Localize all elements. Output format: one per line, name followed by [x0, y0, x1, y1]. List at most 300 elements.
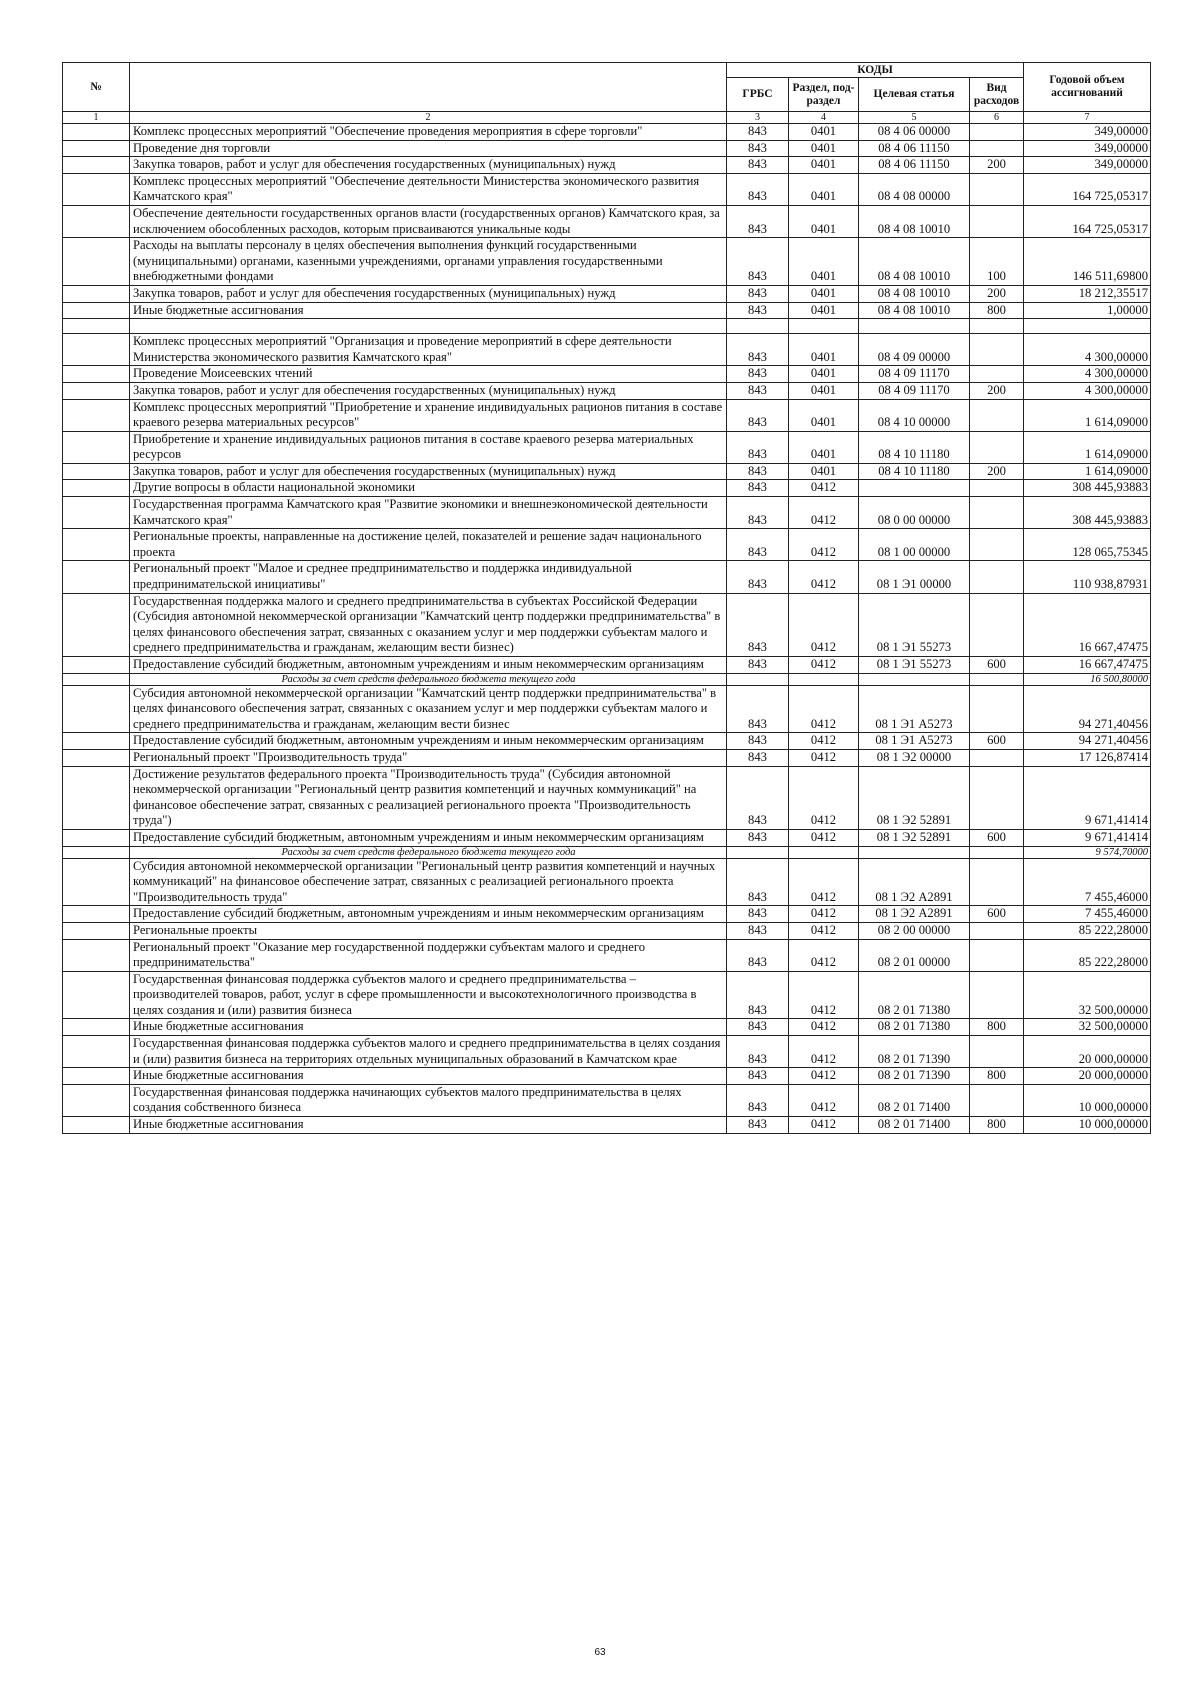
cell-name: Проведение дня торговли: [130, 140, 727, 157]
cell-name: Региональные проекты, направленные на достижение целей, показателей и решение задач национального проекта: [130, 529, 727, 561]
cell-target-article: 08 1 00 00000: [859, 529, 970, 561]
cell-number: [63, 205, 130, 237]
cell-target-article: 08 2 01 71380: [859, 971, 970, 1019]
cell-number: [63, 858, 130, 906]
cell-amount: 32 500,00000: [1024, 971, 1151, 1019]
cell-amount: 4 300,00000: [1024, 382, 1151, 399]
cell-amount: 9 671,41414: [1024, 829, 1151, 846]
cell-expense-type: 600: [970, 829, 1024, 846]
table-row: [63, 173, 1151, 205]
cell-section: 0412: [789, 657, 859, 674]
cell-expense-type: [970, 319, 1024, 334]
cell-amount: 164 725,05317: [1024, 173, 1151, 205]
column-number: 1: [63, 112, 130, 124]
cell-name: Предоставление субсидий бюджетным, автономным учреждениям и иным некоммерческим организациям: [130, 829, 727, 846]
cell-target-article: 08 0 00 00000: [859, 497, 970, 529]
cell-target-article: 08 4 06 00000: [859, 124, 970, 141]
cell-grbs: 843: [727, 382, 789, 399]
cell-amount: 164 725,05317: [1024, 205, 1151, 237]
cell-number: [63, 431, 130, 463]
cell-amount: 1 614,09000: [1024, 431, 1151, 463]
cell-grbs: 843: [727, 173, 789, 205]
table-row: [63, 939, 1151, 971]
cell-target-article: 08 4 09 00000: [859, 334, 970, 366]
cell-target-article: 08 2 00 00000: [859, 922, 970, 939]
cell-amount: 146 511,69800: [1024, 238, 1151, 286]
cell-expense-type: [970, 561, 1024, 593]
cell-target-article: 08 1 Э2 А2891: [859, 906, 970, 923]
cell-amount: 94 271,40456: [1024, 733, 1151, 750]
cell-expense-type: [970, 497, 1024, 529]
cell-name: Предоставление субсидий бюджетным, автономным учреждениям и иным некоммерческим организациям: [130, 733, 727, 750]
table-row: [63, 238, 1151, 286]
header-number: №: [63, 63, 130, 112]
table-row: [63, 1036, 1151, 1068]
cell-name: Государственная поддержка малого и среднего предпринимательства в субъектах Российской Федерации (Субсидия автономной некоммерческой организации "Камчатский центр поддержки предпринимательства" в целях финансового обеспечения затрат, связанных с оказанием услуг и мер поддержки субъектам малого и среднего предпринимательства и гражданам, желающим вести бизнес): [130, 593, 727, 656]
table-row: [63, 285, 1151, 302]
cell-target-article: 08 1 Э1 55273: [859, 657, 970, 674]
cell-target-article: 08 2 01 00000: [859, 939, 970, 971]
cell-name: Закупка товаров, работ и услуг для обеспечения государственных (муниципальных) нужд: [130, 382, 727, 399]
cell-number: [63, 366, 130, 383]
cell-section: 0412: [789, 749, 859, 766]
cell-grbs: [727, 846, 789, 858]
cell-number: [63, 657, 130, 674]
cell-expense-type: [970, 399, 1024, 431]
page-number: 63: [594, 1647, 606, 1658]
cell-target-article: 08 4 08 10010: [859, 302, 970, 319]
cell-amount: 85 222,28000: [1024, 922, 1151, 939]
cell-grbs: 843: [727, 906, 789, 923]
cell-expense-type: 800: [970, 1068, 1024, 1085]
cell-expense-type: [970, 858, 1024, 906]
cell-section: 0401: [789, 285, 859, 302]
cell-name: Комплекс процессных мероприятий "Приобретение и хранение индивидуальных рационов питания в составе краевого резерва материальных ресурсов": [130, 399, 727, 431]
cell-grbs: 843: [727, 124, 789, 141]
cell-number: [63, 334, 130, 366]
cell-expense-type: [970, 529, 1024, 561]
cell-name: Обеспечение деятельности государственных органов власти (государственных органов) Камчатского края, за исключением обособленных расходов, которым присваиваются уникальные коды: [130, 205, 727, 237]
cell-target-article: 08 1 Э1 А5273: [859, 733, 970, 750]
cell-number: [63, 685, 130, 733]
table-body: [63, 124, 1151, 1134]
cell-expense-type: 800: [970, 302, 1024, 319]
cell-grbs: 843: [727, 480, 789, 497]
cell-section: 0412: [789, 1068, 859, 1085]
column-number: 2: [130, 112, 727, 124]
cell-expense-type: [970, 766, 1024, 829]
cell-section: 0412: [789, 922, 859, 939]
cell-name: Достижение результатов федерального проекта "Производительность труда" (Субсидия автономной некоммерческой организации "Региональный центр развития компетенций и научных коммуникаций" на финансовое обеспечение затрат, связанных с реализацией регионального проекта "Производительность труда"): [130, 766, 727, 829]
column-number: 3: [727, 112, 789, 124]
cell-expense-type: [970, 593, 1024, 656]
table-row: [63, 561, 1151, 593]
cell-amount: 10 000,00000: [1024, 1084, 1151, 1116]
cell-name: Государственная финансовая поддержка субъектов малого и среднего предпринимательства – производителей товаров, работ, услуг в сфере промышленности и высокотехнологичного производства в целях создания и (или) развития бизнеса: [130, 971, 727, 1019]
table-row: [63, 593, 1151, 656]
cell-number: [63, 846, 130, 858]
cell-grbs: 843: [727, 431, 789, 463]
cell-name: Другие вопросы в области национальной экономики: [130, 480, 727, 497]
federal-funds-note-row: [63, 673, 1151, 685]
cell-target-article: 08 1 Э2 52891: [859, 829, 970, 846]
cell-number: [63, 906, 130, 923]
cell-target-article: 08 2 01 71390: [859, 1068, 970, 1085]
cell-amount: 4 300,00000: [1024, 334, 1151, 366]
cell-expense-type: [970, 846, 1024, 858]
cell-number: [63, 285, 130, 302]
cell-name: Иные бюджетные ассигнования: [130, 1019, 727, 1036]
cell-grbs: [727, 319, 789, 334]
cell-target-article: 08 4 08 10010: [859, 205, 970, 237]
table-row: [63, 480, 1151, 497]
header-target-article: Целевая статья: [859, 78, 970, 112]
cell-target-article: 08 1 Э2 00000: [859, 749, 970, 766]
cell-name: Региональный проект "Малое и среднее предпринимательство и поддержка индивидуальной предпринимательской инициативы": [130, 561, 727, 593]
cell-number: [63, 1117, 130, 1134]
header-grbs: ГРБС: [727, 78, 789, 112]
cell-expense-type: [970, 140, 1024, 157]
cell-expense-type: [970, 685, 1024, 733]
cell-name: Расходы на выплаты персоналу в целях обеспечения выполнения функций государственными (муниципальными) органами, казенными учреждениями, органами управления государственными внебюджетными фондами: [130, 238, 727, 286]
cell-name: Комплекс процессных мероприятий "Обеспечение проведения мероприятия в сфере торговли": [130, 124, 727, 141]
cell-grbs: 843: [727, 399, 789, 431]
table-header: [63, 63, 1151, 124]
cell-section: 0401: [789, 124, 859, 141]
cell-section: 0401: [789, 238, 859, 286]
cell-number: [63, 922, 130, 939]
cell-amount: 4 300,00000: [1024, 366, 1151, 383]
cell-expense-type: 600: [970, 906, 1024, 923]
cell-expense-type: [970, 673, 1024, 685]
cell-expense-type: [970, 205, 1024, 237]
cell-expense-type: 600: [970, 657, 1024, 674]
cell-number: [63, 1084, 130, 1116]
cell-grbs: 843: [727, 593, 789, 656]
cell-amount: 349,00000: [1024, 140, 1151, 157]
cell-section: 0401: [789, 382, 859, 399]
cell-grbs: 843: [727, 1036, 789, 1068]
cell-grbs: 843: [727, 366, 789, 383]
cell-expense-type: [970, 1036, 1024, 1068]
cell-section: 0401: [789, 366, 859, 383]
cell-section: 0412: [789, 906, 859, 923]
cell-name: Расходы за счет средств федерального бюджета текущего года: [130, 673, 727, 685]
column-number: 4: [789, 112, 859, 124]
table-row: [63, 463, 1151, 480]
cell-number: [63, 939, 130, 971]
cell-number: [63, 673, 130, 685]
budget-table: [62, 62, 1151, 1134]
cell-amount: 7 455,46000: [1024, 858, 1151, 906]
cell-number: [63, 766, 130, 829]
table-row: [63, 334, 1151, 366]
cell-target-article: 08 4 10 11180: [859, 463, 970, 480]
cell-name: [130, 319, 727, 334]
cell-expense-type: 200: [970, 463, 1024, 480]
cell-number: [63, 319, 130, 334]
cell-grbs: 843: [727, 1117, 789, 1134]
cell-target-article: 08 1 Э1 55273: [859, 593, 970, 656]
cell-name: Иные бюджетные ассигнования: [130, 302, 727, 319]
cell-amount: 16 500,80000: [1024, 673, 1151, 685]
cell-section: 0412: [789, 971, 859, 1019]
header-name: [130, 63, 727, 112]
cell-number: [63, 302, 130, 319]
table-row: [63, 1084, 1151, 1116]
cell-name: Расходы за счет средств федерального бюджета текущего года: [130, 846, 727, 858]
cell-amount: 16 667,47475: [1024, 593, 1151, 656]
cell-amount: 16 667,47475: [1024, 657, 1151, 674]
table-row: [63, 431, 1151, 463]
cell-target-article: 08 1 Э2 А2891: [859, 858, 970, 906]
cell-number: [63, 173, 130, 205]
cell-section: 0412: [789, 1036, 859, 1068]
cell-target-article: 08 2 01 71400: [859, 1084, 970, 1116]
cell-grbs: [727, 673, 789, 685]
header-expense-type: Вид расходов: [970, 78, 1024, 112]
cell-amount: 349,00000: [1024, 124, 1151, 141]
cell-number: [63, 238, 130, 286]
cell-name: Комплекс процессных мероприятий "Обеспечение деятельности Министерства экономического развития Камчатского края": [130, 173, 727, 205]
table-row: [63, 829, 1151, 846]
cell-grbs: 843: [727, 285, 789, 302]
cell-name: Региональные проекты: [130, 922, 727, 939]
cell-grbs: 843: [727, 497, 789, 529]
cell-number: [63, 529, 130, 561]
cell-number: [63, 480, 130, 497]
cell-target-article: [859, 480, 970, 497]
cell-amount: 20 000,00000: [1024, 1036, 1151, 1068]
cell-amount: 308 445,93883: [1024, 497, 1151, 529]
cell-expense-type: 100: [970, 238, 1024, 286]
cell-grbs: 843: [727, 685, 789, 733]
cell-section: 0412: [789, 593, 859, 656]
cell-grbs: 843: [727, 238, 789, 286]
cell-expense-type: [970, 431, 1024, 463]
cell-name: Закупка товаров, работ и услуг для обеспечения государственных (муниципальных) нужд: [130, 463, 727, 480]
cell-grbs: 843: [727, 749, 789, 766]
cell-target-article: [859, 319, 970, 334]
cell-target-article: 08 4 06 11150: [859, 157, 970, 174]
cell-expense-type: [970, 366, 1024, 383]
cell-expense-type: 200: [970, 382, 1024, 399]
cell-name: Региональный проект "Производительность труда": [130, 749, 727, 766]
cell-grbs: 843: [727, 971, 789, 1019]
cell-grbs: 843: [727, 1084, 789, 1116]
cell-section: 0412: [789, 561, 859, 593]
table-row: [63, 657, 1151, 674]
cell-section: 0412: [789, 1019, 859, 1036]
cell-section: 0412: [789, 766, 859, 829]
cell-name: Государственная программа Камчатского края "Развитие экономики и внешнеэкономической деятельности Камчатского края": [130, 497, 727, 529]
cell-target-article: 08 4 10 11180: [859, 431, 970, 463]
cell-amount: 20 000,00000: [1024, 1068, 1151, 1085]
cell-target-article: 08 1 Э2 52891: [859, 766, 970, 829]
cell-section: 0401: [789, 157, 859, 174]
cell-amount: 18 212,35517: [1024, 285, 1151, 302]
cell-expense-type: [970, 749, 1024, 766]
cell-target-article: 08 2 01 71380: [859, 1019, 970, 1036]
cell-grbs: 843: [727, 561, 789, 593]
cell-target-article: [859, 846, 970, 858]
table-row: [63, 749, 1151, 766]
cell-amount: 9 574,70000: [1024, 846, 1151, 858]
cell-number: [63, 1019, 130, 1036]
cell-number: [63, 399, 130, 431]
header-codes: КОДЫ: [727, 63, 1024, 78]
cell-section: 0401: [789, 399, 859, 431]
cell-expense-type: [970, 922, 1024, 939]
cell-section: 0412: [789, 497, 859, 529]
cell-section: 0401: [789, 302, 859, 319]
cell-amount: 349,00000: [1024, 157, 1151, 174]
cell-section: 0401: [789, 205, 859, 237]
cell-amount: 9 671,41414: [1024, 766, 1151, 829]
cell-target-article: 08 4 06 11150: [859, 140, 970, 157]
table-row: [63, 971, 1151, 1019]
table-row: [63, 733, 1151, 750]
cell-grbs: 843: [727, 829, 789, 846]
cell-name: Государственная финансовая поддержка субъектов малого и среднего предпринимательства в целях создания и (или) развития бизнеса на территориях отдельных муниципальных образований в Камчатском крае: [130, 1036, 727, 1068]
cell-target-article: 08 1 Э1 А5273: [859, 685, 970, 733]
cell-target-article: 08 4 09 11170: [859, 366, 970, 383]
cell-target-article: 08 4 10 00000: [859, 399, 970, 431]
table-row: [63, 766, 1151, 829]
cell-grbs: 843: [727, 1019, 789, 1036]
cell-grbs: 843: [727, 140, 789, 157]
cell-section: [789, 846, 859, 858]
cell-section: 0412: [789, 1117, 859, 1134]
cell-section: 0412: [789, 939, 859, 971]
cell-number: [63, 140, 130, 157]
cell-expense-type: [970, 124, 1024, 141]
cell-grbs: 843: [727, 657, 789, 674]
cell-name: Предоставление субсидий бюджетным, автономным учреждениям и иным некоммерческим организациям: [130, 657, 727, 674]
cell-amount: 85 222,28000: [1024, 939, 1151, 971]
cell-target-article: 08 1 Э1 00000: [859, 561, 970, 593]
column-number-row: [63, 112, 1151, 124]
cell-target-article: 08 2 01 71390: [859, 1036, 970, 1068]
cell-number: [63, 124, 130, 141]
cell-number: [63, 463, 130, 480]
cell-amount: 10 000,00000: [1024, 1117, 1151, 1134]
cell-grbs: 843: [727, 302, 789, 319]
table-row: [63, 124, 1151, 141]
cell-section: 0401: [789, 140, 859, 157]
cell-amount: 32 500,00000: [1024, 1019, 1151, 1036]
cell-grbs: 843: [727, 205, 789, 237]
cell-grbs: 843: [727, 922, 789, 939]
column-number: 6: [970, 112, 1024, 124]
cell-number: [63, 829, 130, 846]
cell-expense-type: [970, 173, 1024, 205]
cell-amount: 1 614,09000: [1024, 399, 1151, 431]
cell-grbs: 843: [727, 157, 789, 174]
column-number: 5: [859, 112, 970, 124]
cell-amount: 17 126,87414: [1024, 749, 1151, 766]
cell-number: [63, 382, 130, 399]
cell-number: [63, 157, 130, 174]
cell-grbs: 843: [727, 463, 789, 480]
cell-name: Проведение Моисеевских чтений: [130, 366, 727, 383]
cell-number: [63, 749, 130, 766]
cell-target-article: 08 4 08 10010: [859, 238, 970, 286]
cell-section: 0412: [789, 1084, 859, 1116]
cell-number: [63, 593, 130, 656]
table-row: [63, 922, 1151, 939]
header-section: Раздел, под-раздел: [789, 78, 859, 112]
cell-section: [789, 319, 859, 334]
table-row: [63, 529, 1151, 561]
cell-name: Субсидия автономной некоммерческой организации "Камчатский центр поддержки предпринимательства" в целях финансового обеспечения затрат, связанных с оказанием услуг и мер поддержки субъектам малого и среднего предпринимательства и гражданам, желающим вести бизнес: [130, 685, 727, 733]
cell-name: Субсидия автономной некоммерческой организации "Региональный центр развития компетенций и научных коммуникаций" на финансовое обеспечение затрат, связанных с реализацией регионального проекта "Производительность труда": [130, 858, 727, 906]
cell-expense-type: [970, 971, 1024, 1019]
cell-grbs: 843: [727, 334, 789, 366]
table-row: [63, 858, 1151, 906]
table-row: [63, 366, 1151, 383]
cell-name: Региональный проект "Оказание мер государственной поддержки субъектам малого и среднего предпринимательства": [130, 939, 727, 971]
cell-section: 0401: [789, 463, 859, 480]
budget-table-sheet: [62, 62, 1150, 1134]
cell-target-article: [859, 673, 970, 685]
cell-expense-type: 800: [970, 1117, 1024, 1134]
table-row: [63, 399, 1151, 431]
cell-number: [63, 561, 130, 593]
cell-number: [63, 1036, 130, 1068]
cell-name: Предоставление субсидий бюджетным, автономным учреждениям и иным некоммерческим организациям: [130, 906, 727, 923]
cell-target-article: 08 4 09 11170: [859, 382, 970, 399]
cell-name: Закупка товаров, работ и услуг для обеспечения государственных (муниципальных) нужд: [130, 157, 727, 174]
cell-amount: 1,00000: [1024, 302, 1151, 319]
cell-number: [63, 971, 130, 1019]
cell-name: Закупка товаров, работ и услуг для обеспечения государственных (муниципальных) нужд: [130, 285, 727, 302]
cell-section: 0412: [789, 733, 859, 750]
cell-number: [63, 733, 130, 750]
cell-section: 0412: [789, 480, 859, 497]
cell-section: 0412: [789, 685, 859, 733]
cell-grbs: 843: [727, 939, 789, 971]
cell-section: 0401: [789, 334, 859, 366]
cell-amount: 7 455,46000: [1024, 906, 1151, 923]
table-row: [63, 302, 1151, 319]
cell-section: 0412: [789, 829, 859, 846]
table-row: [63, 157, 1151, 174]
cell-number: [63, 497, 130, 529]
cell-amount: 1 614,09000: [1024, 463, 1151, 480]
cell-grbs: 843: [727, 766, 789, 829]
cell-expense-type: 800: [970, 1019, 1024, 1036]
table-row: [63, 685, 1151, 733]
cell-name: Иные бюджетные ассигнования: [130, 1117, 727, 1134]
cell-grbs: 843: [727, 858, 789, 906]
cell-target-article: 08 4 08 00000: [859, 173, 970, 205]
cell-expense-type: 200: [970, 285, 1024, 302]
cell-expense-type: [970, 939, 1024, 971]
table-row: [63, 1068, 1151, 1085]
cell-section: 0401: [789, 431, 859, 463]
cell-amount: 128 065,75345: [1024, 529, 1151, 561]
cell-number: [63, 1068, 130, 1085]
table-row: [63, 382, 1151, 399]
cell-section: 0412: [789, 529, 859, 561]
cell-amount: 308 445,93883: [1024, 480, 1151, 497]
cell-name: Комплекс процессных мероприятий "Организация и проведение мероприятий в сфере деятельности Министерства экономического развития Камчатского края": [130, 334, 727, 366]
cell-grbs: 843: [727, 529, 789, 561]
table-row: [63, 497, 1151, 529]
cell-section: 0401: [789, 173, 859, 205]
cell-name: Иные бюджетные ассигнования: [130, 1068, 727, 1085]
